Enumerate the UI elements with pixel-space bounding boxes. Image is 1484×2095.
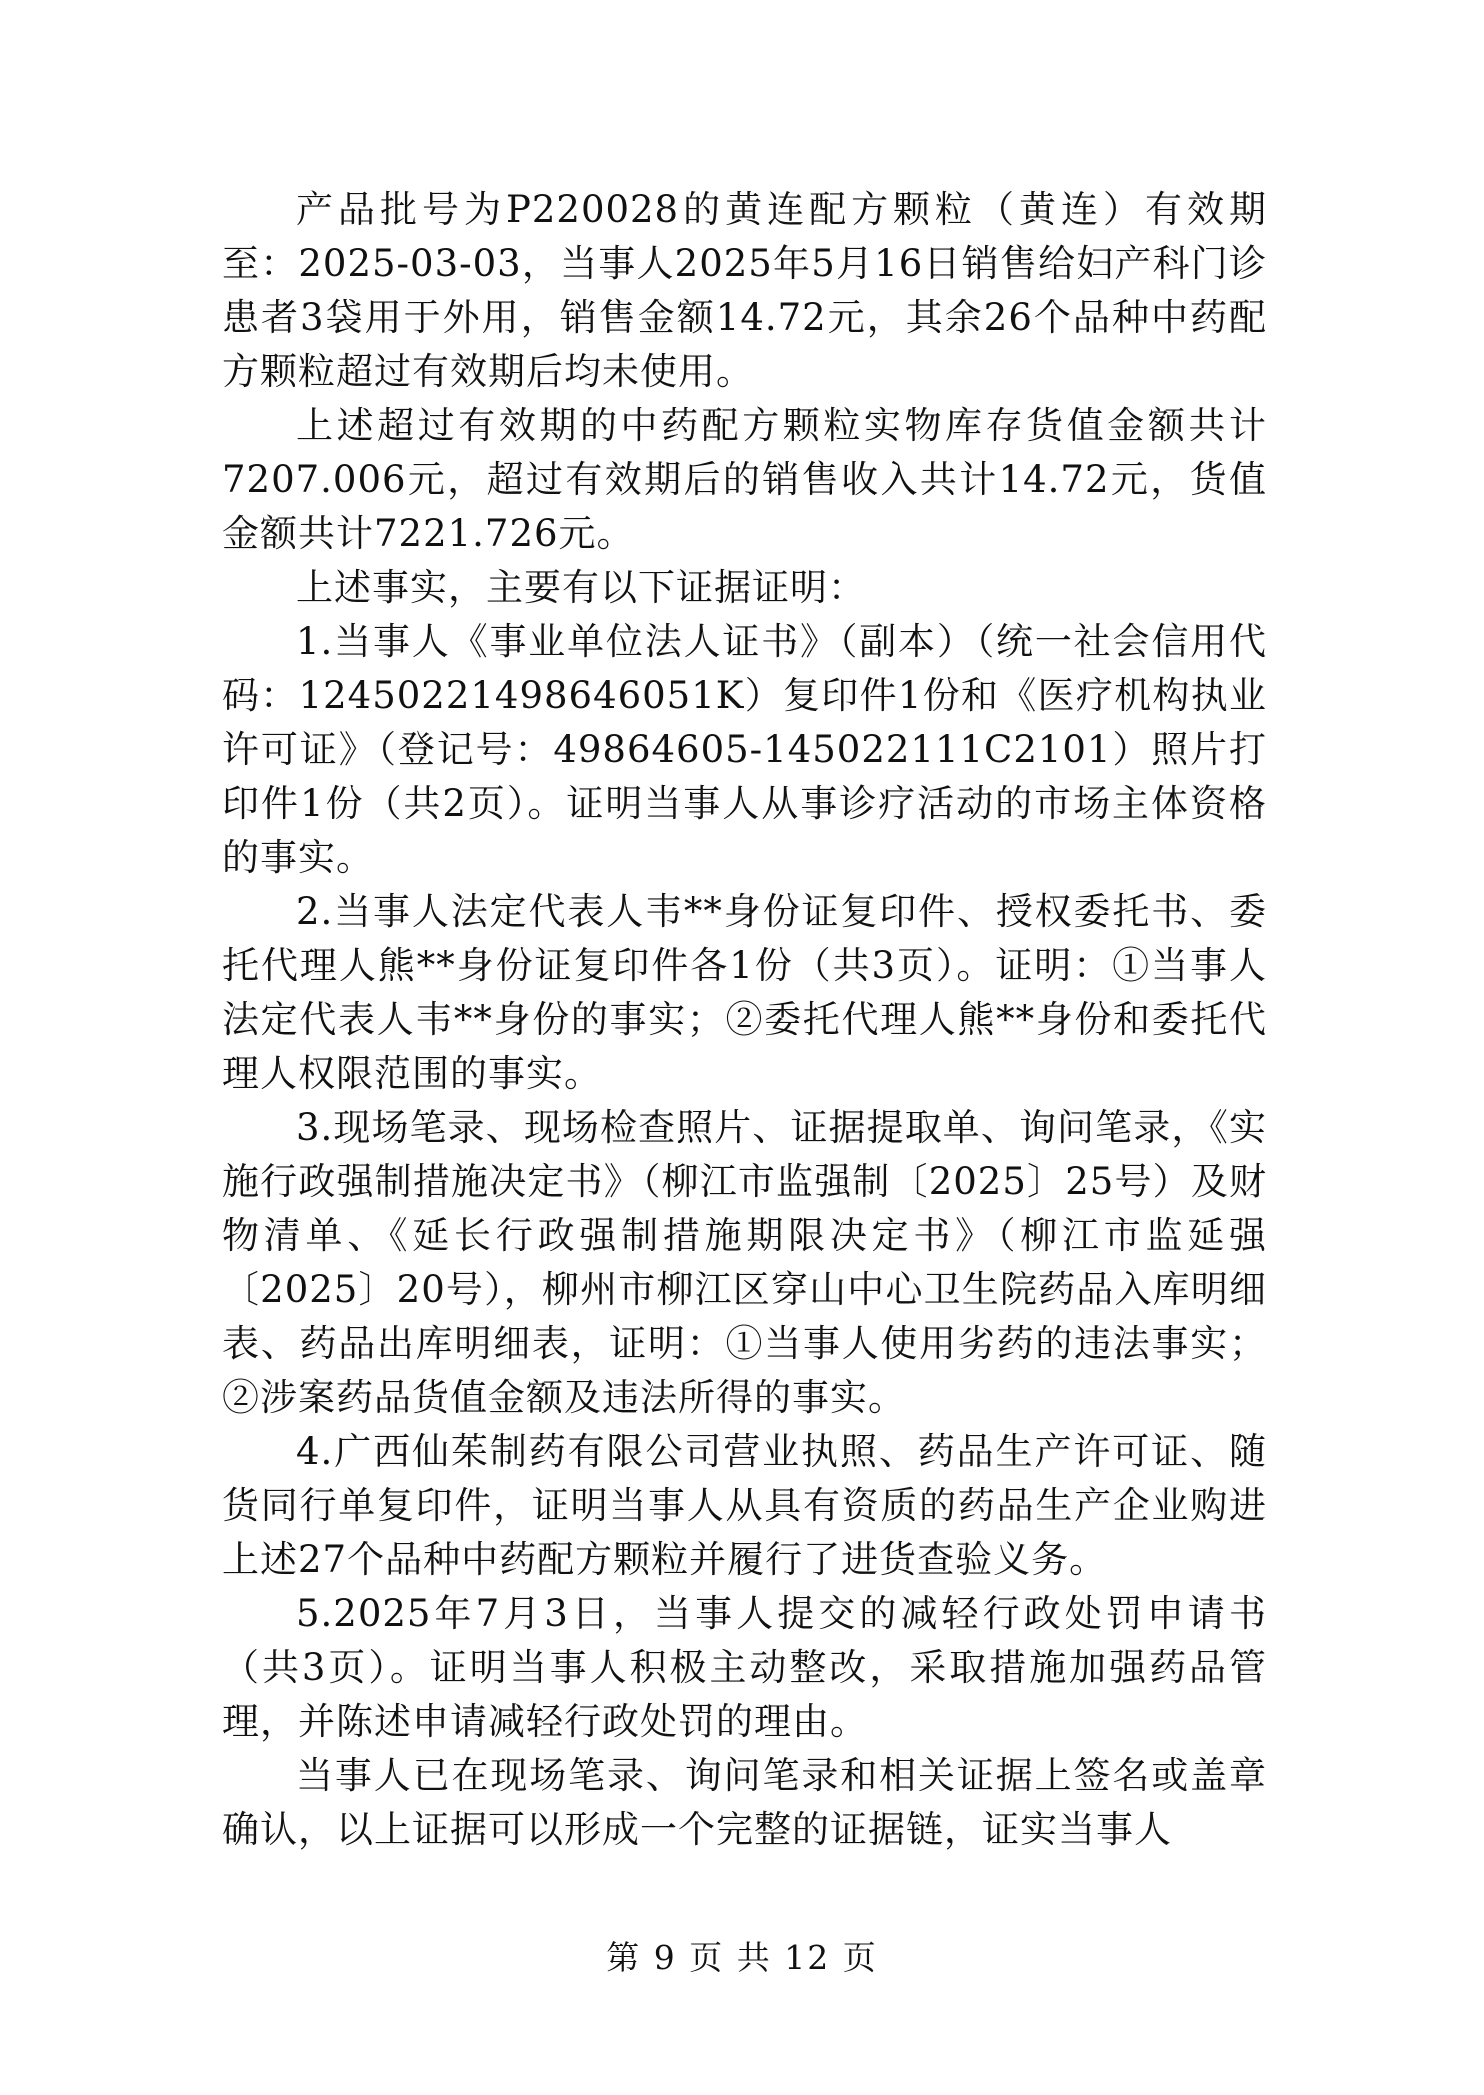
paragraph-confirmation: 当事人已在现场笔录、询问笔录和相关证据上签名或盖章确认，以上证据可以形成一个完整的证据链，证实当事人: [222, 1754, 1267, 1851]
paragraph-evidence-3: 3.现场笔录、现场检查照片、证据提取单、询问笔录，《实施行政强制措施决定书》（柳江市监强制〔2025〕25号）及财物清单、《延长行政强制措施期限决定书》（柳江市监延强〔2025〕20号），柳州市柳江区穿山中心卫生院药品入库明细表、药品出库明细表，证明：①当事人使用劣药的违法事实；②涉案药品货值金额及违法所得的事实。: [222, 1106, 1267, 1419]
paragraph-value-total: 上述超过有效期的中药配方颗粒实物库存货值金额共计7207.006元，超过有效期后的销售收入共计14.72元，货值金额共计7221.726元。: [222, 404, 1267, 555]
paragraph-evidence-2: 2.当事人法定代表人韦**身份证复印件、授权委托书、委托代理人熊**身份证复印件各1份（共3页）。证明：①当事人法定代表人韦**身份的事实；②委托代理人熊**身份和委托代理人权限范围的事实。: [222, 890, 1267, 1095]
page-number: 第 9 页 共 12 页: [606, 1938, 878, 1977]
body-text: [222, 183, 1267, 1857]
paragraph-evidence-intro: 上述事实，主要有以下证据证明：: [296, 566, 866, 609]
paragraph-evidence-5: 5.2025年7月3日，当事人提交的减轻行政处罚申请书（共3页）。证明当事人积极主动整改，采取措施加强药品管理，并陈述申请减轻行政处罚的理由。: [222, 1592, 1267, 1743]
paragraph-evidence-1: 1.当事人《事业单位法人证书》（副本）（统一社会信用代码：12450221498646051K）复印件1份和《医疗机构执业许可证》（登记号：49864605-145022111C2101）照片打印件1份（共2页）。证明当事人从事诊疗活动的市场主体资格的事实。: [222, 620, 1267, 879]
paragraph-evidence-4: 4.广西仙茱制药有限公司营业执照、药品生产许可证、随货同行单复印件，证明当事人从具有资质的药品生产企业购进上述27个品种中药配方颗粒并履行了进货查验义务。: [222, 1430, 1267, 1581]
paragraph-expired-batch: 产品批号为P220028的黄连配方颗粒（黄连）有效期至：2025-03-03，当事人2025年5月16日销售给妇产科门诊患者3袋用于外用，销售金额14.72元，其余26个品种中药配方颗粒超过有效期后均未使用。: [222, 188, 1267, 393]
